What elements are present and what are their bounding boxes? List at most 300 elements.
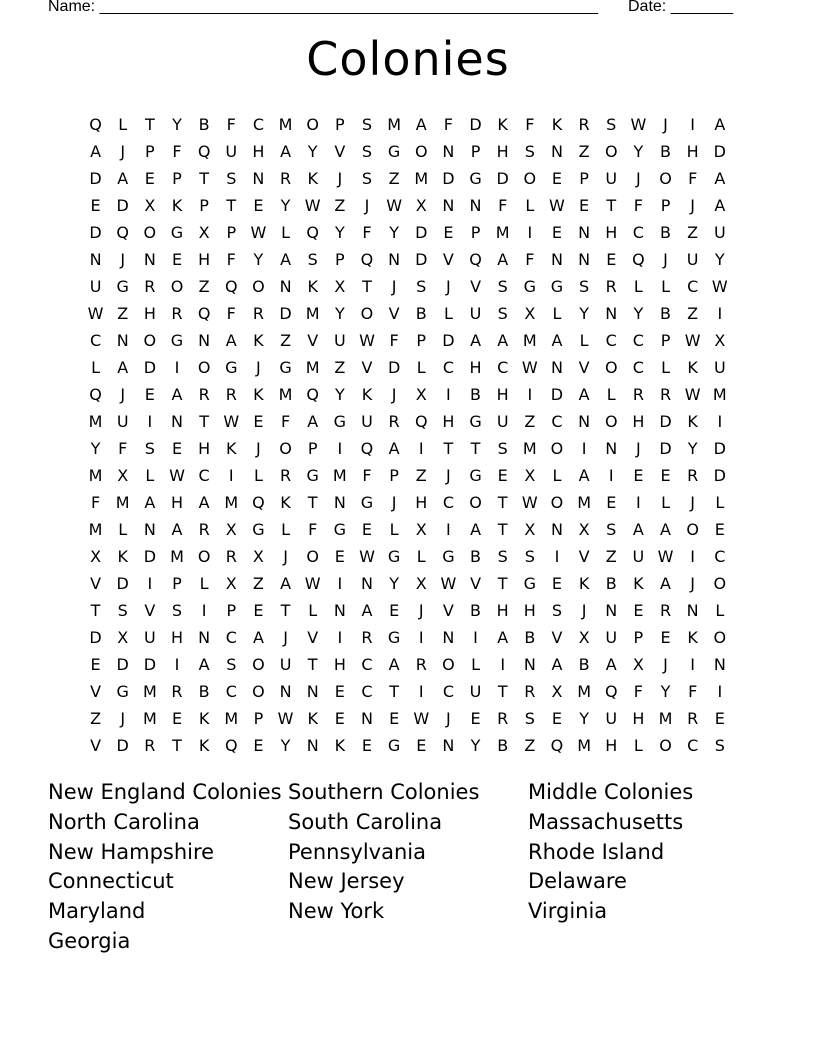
grid-letter[interactable]: I bbox=[337, 628, 343, 647]
grid-letter[interactable]: Y bbox=[389, 574, 399, 593]
grid-letter[interactable]: P bbox=[335, 115, 345, 134]
grid-letter[interactable]: D bbox=[279, 304, 292, 323]
grid-letter[interactable]: I bbox=[418, 682, 424, 701]
grid-letter[interactable]: A bbox=[714, 115, 726, 134]
grid-letter[interactable]: Q bbox=[306, 223, 319, 242]
grid-letter[interactable]: D bbox=[496, 169, 509, 188]
grid-letter[interactable]: N bbox=[279, 682, 292, 701]
grid-letter[interactable]: G bbox=[360, 493, 374, 512]
grid-letter[interactable]: O bbox=[143, 223, 157, 242]
grid-letter[interactable]: B bbox=[660, 142, 672, 161]
grid-letter[interactable]: F bbox=[362, 223, 372, 242]
grid-letter[interactable]: A bbox=[307, 412, 319, 431]
grid-letter[interactable]: S bbox=[361, 169, 373, 188]
grid-letter[interactable]: G bbox=[442, 547, 455, 566]
grid-letter[interactable]: I bbox=[228, 466, 234, 485]
grid-letter[interactable]: M bbox=[495, 223, 510, 242]
grid-letter[interactable]: C bbox=[442, 682, 454, 701]
grid-letter[interactable]: N bbox=[198, 628, 211, 647]
grid-letter[interactable]: O bbox=[279, 439, 292, 458]
grid-letter[interactable]: A bbox=[415, 115, 427, 134]
grid-letter[interactable]: N bbox=[306, 736, 319, 755]
grid-letter[interactable]: V bbox=[361, 358, 373, 377]
grid-letter[interactable]: L bbox=[661, 493, 670, 512]
grid-letter[interactable]: I bbox=[446, 520, 451, 539]
grid-letter[interactable]: R bbox=[361, 628, 373, 647]
grid-letter[interactable]: V bbox=[470, 277, 482, 296]
grid-letter[interactable]: X bbox=[578, 520, 590, 539]
grid-letter[interactable]: F bbox=[90, 493, 101, 512]
grid-letter[interactable]: M bbox=[387, 115, 402, 134]
grid-letter[interactable]: S bbox=[416, 277, 427, 296]
grid-letter[interactable]: Y bbox=[579, 304, 589, 323]
grid-letter[interactable]: R bbox=[279, 466, 292, 485]
grid-letter[interactable]: P bbox=[199, 196, 209, 215]
grid-letter[interactable]: E bbox=[90, 655, 101, 674]
grid-letter[interactable]: S bbox=[361, 115, 373, 134]
grid-letter[interactable]: I bbox=[608, 466, 614, 485]
grid-letter[interactable]: Y bbox=[579, 709, 589, 728]
grid-letter[interactable]: P bbox=[660, 196, 671, 215]
grid-letter[interactable]: U bbox=[605, 709, 618, 728]
grid-letter[interactable]: B bbox=[524, 628, 536, 647]
grid-letter[interactable]: E bbox=[497, 466, 508, 485]
grid-letter[interactable]: N bbox=[143, 520, 156, 539]
grid-letter[interactable]: P bbox=[579, 169, 589, 188]
grid-letter[interactable]: M bbox=[142, 709, 157, 728]
grid-letter[interactable]: L bbox=[633, 277, 643, 296]
grid-letter[interactable]: Z bbox=[605, 547, 617, 566]
grid-letter[interactable]: O bbox=[252, 682, 265, 701]
grid-letter[interactable]: L bbox=[715, 601, 725, 620]
grid-letter[interactable]: Y bbox=[660, 682, 671, 701]
grid-letter[interactable]: G bbox=[523, 277, 537, 296]
grid-letter[interactable]: P bbox=[660, 331, 671, 350]
grid-letter[interactable]: H bbox=[632, 709, 645, 728]
grid-letter[interactable]: M bbox=[522, 439, 537, 458]
grid-letter[interactable]: E bbox=[171, 709, 183, 728]
grid-letter[interactable]: H bbox=[333, 655, 346, 674]
grid-letter[interactable]: J bbox=[391, 277, 397, 296]
grid-letter[interactable]: K bbox=[198, 736, 210, 755]
grid-letter[interactable]: J bbox=[418, 601, 424, 620]
grid-letter[interactable]: A bbox=[280, 142, 292, 161]
grid-letter[interactable]: N bbox=[306, 682, 319, 701]
grid-letter[interactable]: M bbox=[142, 682, 157, 701]
grid-letter[interactable]: L bbox=[606, 385, 616, 404]
grid-letter[interactable]: N bbox=[360, 574, 373, 593]
grid-letter[interactable]: R bbox=[198, 385, 210, 404]
grid-letter[interactable]: B bbox=[198, 115, 210, 134]
grid-letter[interactable]: E bbox=[144, 385, 155, 404]
grid-letter[interactable]: A bbox=[551, 331, 563, 350]
grid-letter[interactable]: Q bbox=[197, 304, 211, 323]
grid-letter[interactable]: E bbox=[334, 682, 345, 701]
grid-letter[interactable]: B bbox=[470, 385, 482, 404]
grid-letter[interactable]: K bbox=[633, 574, 644, 593]
grid-letter[interactable]: E bbox=[389, 601, 400, 620]
grid-letter[interactable]: Y bbox=[90, 439, 101, 458]
grid-letter[interactable]: G bbox=[279, 358, 292, 377]
grid-letter[interactable]: O bbox=[170, 277, 184, 296]
grid-letter[interactable]: H bbox=[170, 628, 183, 647]
grid-letter[interactable]: U bbox=[361, 412, 373, 431]
grid-letter[interactable]: A bbox=[280, 574, 292, 593]
grid-letter[interactable]: N bbox=[279, 277, 292, 296]
grid-letter[interactable]: S bbox=[606, 115, 617, 134]
grid-letter[interactable]: K bbox=[253, 385, 264, 404]
grid-letter[interactable]: R bbox=[659, 601, 672, 620]
grid-letter[interactable]: M bbox=[658, 709, 673, 728]
grid-letter[interactable]: I bbox=[527, 223, 533, 242]
grid-letter[interactable]: B bbox=[660, 223, 672, 242]
grid-letter[interactable]: G bbox=[116, 277, 129, 296]
grid-letter[interactable]: T bbox=[497, 682, 508, 701]
grid-letter[interactable]: L bbox=[552, 304, 562, 323]
grid-letter[interactable]: O bbox=[197, 358, 211, 377]
grid-letter[interactable]: E bbox=[443, 223, 454, 242]
grid-letter[interactable]: G bbox=[469, 169, 482, 188]
grid-letter[interactable]: K bbox=[334, 736, 346, 755]
grid-letter[interactable]: M bbox=[577, 493, 591, 512]
grid-letter[interactable]: O bbox=[713, 574, 727, 593]
grid-letter[interactable]: A bbox=[144, 493, 156, 512]
grid-letter[interactable]: J bbox=[636, 169, 641, 188]
grid-letter[interactable]: O bbox=[550, 439, 564, 458]
grid-letter[interactable]: N bbox=[333, 493, 346, 512]
grid-letter[interactable]: C bbox=[632, 358, 644, 377]
grid-letter[interactable]: E bbox=[551, 709, 563, 728]
grid-letter[interactable]: T bbox=[443, 439, 454, 458]
grid-letter[interactable]: K bbox=[551, 115, 563, 134]
grid-letter[interactable]: Z bbox=[687, 304, 699, 323]
grid-letter[interactable]: N bbox=[686, 601, 699, 620]
grid-letter[interactable]: Y bbox=[334, 304, 345, 323]
grid-letter[interactable]: F bbox=[280, 412, 291, 431]
grid-letter[interactable]: A bbox=[605, 655, 617, 674]
grid-letter[interactable]: N bbox=[252, 169, 265, 188]
grid-letter[interactable]: Z bbox=[388, 169, 400, 188]
grid-letter[interactable]: A bbox=[632, 520, 644, 539]
grid-letter[interactable]: C bbox=[442, 493, 454, 512]
grid-letter[interactable]: J bbox=[337, 169, 343, 188]
grid-letter[interactable]: F bbox=[633, 196, 643, 215]
grid-letter[interactable]: G bbox=[550, 277, 564, 296]
grid-letter[interactable]: O bbox=[306, 115, 319, 134]
grid-letter[interactable]: R bbox=[497, 709, 509, 728]
grid-letter[interactable]: X bbox=[90, 547, 102, 566]
grid-letter[interactable]: A bbox=[280, 250, 292, 269]
grid-letter[interactable]: J bbox=[690, 196, 696, 215]
grid-letter[interactable]: F bbox=[525, 250, 535, 269]
grid-letter[interactable]: R bbox=[171, 682, 183, 701]
grid-letter[interactable]: P bbox=[172, 169, 182, 188]
grid-letter[interactable]: T bbox=[199, 169, 210, 188]
grid-letter[interactable]: Z bbox=[334, 196, 346, 215]
grid-letter[interactable]: U bbox=[469, 682, 482, 701]
grid-letter[interactable]: K bbox=[226, 439, 237, 458]
grid-letter[interactable]: E bbox=[171, 250, 183, 269]
grid-letter[interactable]: M bbox=[88, 466, 103, 485]
grid-letter[interactable]: G bbox=[333, 412, 347, 431]
grid-letter[interactable]: U bbox=[279, 655, 292, 674]
grid-letter[interactable]: I bbox=[636, 493, 641, 512]
grid-letter[interactable]: K bbox=[687, 628, 698, 647]
grid-letter[interactable]: O bbox=[550, 493, 564, 512]
grid-letter[interactable]: V bbox=[442, 601, 454, 620]
grid-letter[interactable]: A bbox=[361, 601, 373, 620]
grid-letter[interactable]: A bbox=[388, 439, 400, 458]
grid-letter[interactable]: E bbox=[171, 439, 183, 458]
grid-letter[interactable]: H bbox=[442, 412, 455, 431]
grid-letter[interactable]: O bbox=[469, 493, 482, 512]
grid-letter[interactable]: U bbox=[713, 223, 726, 242]
grid-letter[interactable]: A bbox=[90, 142, 102, 161]
grid-letter[interactable]: L bbox=[416, 358, 426, 377]
grid-letter[interactable]: G bbox=[333, 520, 347, 539]
grid-letter[interactable]: A bbox=[198, 493, 210, 512]
grid-letter[interactable]: P bbox=[335, 250, 345, 269]
grid-letter[interactable]: S bbox=[497, 277, 508, 296]
grid-letter[interactable]: F bbox=[389, 331, 399, 350]
grid-letter[interactable]: E bbox=[90, 196, 101, 215]
grid-letter[interactable]: W bbox=[250, 223, 267, 242]
grid-letter[interactable]: V bbox=[442, 250, 454, 269]
grid-letter[interactable]: L bbox=[525, 196, 535, 215]
grid-letter[interactable]: M bbox=[305, 358, 320, 377]
grid-letter[interactable]: E bbox=[551, 169, 563, 188]
grid-letter[interactable]: L bbox=[416, 547, 426, 566]
grid-letter[interactable]: R bbox=[659, 385, 672, 404]
grid-letter[interactable]: N bbox=[442, 142, 455, 161]
grid-letter[interactable]: T bbox=[606, 196, 617, 215]
grid-letter[interactable]: Y bbox=[470, 736, 481, 755]
grid-letter[interactable]: G bbox=[387, 142, 401, 161]
grid-letter[interactable]: N bbox=[469, 196, 482, 215]
grid-letter[interactable]: T bbox=[497, 574, 508, 593]
grid-letter[interactable]: C bbox=[198, 466, 210, 485]
grid-letter[interactable]: C bbox=[89, 331, 102, 350]
grid-letter[interactable]: N bbox=[143, 250, 156, 269]
grid-letter[interactable]: Q bbox=[197, 142, 211, 161]
grid-letter[interactable]: E bbox=[714, 709, 725, 728]
grid-letter[interactable]: L bbox=[579, 331, 589, 350]
grid-letter[interactable]: H bbox=[170, 493, 183, 512]
grid-letter[interactable]: K bbox=[687, 358, 698, 377]
grid-letter[interactable]: J bbox=[283, 547, 288, 566]
grid-letter[interactable]: H bbox=[632, 412, 645, 431]
grid-letter[interactable]: W bbox=[304, 196, 321, 215]
grid-letter[interactable]: H bbox=[198, 250, 211, 269]
grid-letter[interactable]: G bbox=[387, 547, 401, 566]
grid-letter[interactable]: A bbox=[198, 655, 210, 674]
grid-letter[interactable]: P bbox=[633, 628, 644, 647]
grid-letter[interactable]: A bbox=[225, 331, 237, 350]
grid-letter[interactable]: F bbox=[525, 115, 535, 134]
grid-letter[interactable]: J bbox=[120, 385, 126, 404]
grid-letter[interactable]: Z bbox=[198, 277, 210, 296]
grid-letter[interactable]: E bbox=[606, 250, 617, 269]
grid-letter[interactable]: S bbox=[226, 169, 237, 188]
grid-letter[interactable]: P bbox=[389, 466, 399, 485]
grid-letter[interactable]: E bbox=[551, 223, 563, 242]
grid-letter[interactable]: W bbox=[413, 709, 430, 728]
grid-letter[interactable]: Q bbox=[550, 736, 564, 755]
grid-letter[interactable]: Y bbox=[334, 223, 345, 242]
grid-letter[interactable]: I bbox=[147, 574, 153, 593]
grid-letter[interactable]: C bbox=[632, 223, 644, 242]
grid-letter[interactable]: O bbox=[414, 142, 428, 161]
grid-letter[interactable]: V bbox=[388, 304, 400, 323]
grid-letter[interactable]: R bbox=[687, 466, 699, 485]
grid-letter[interactable]: N bbox=[550, 142, 563, 161]
grid-letter[interactable]: Z bbox=[415, 466, 427, 485]
grid-letter[interactable]: J bbox=[663, 250, 668, 269]
grid-letter[interactable]: X bbox=[524, 520, 536, 539]
grid-letter[interactable]: U bbox=[632, 547, 645, 566]
grid-letter[interactable]: S bbox=[579, 277, 590, 296]
grid-letter[interactable]: M bbox=[522, 331, 537, 350]
grid-letter[interactable]: E bbox=[253, 412, 264, 431]
grid-letter[interactable]: Q bbox=[224, 277, 238, 296]
grid-letter[interactable]: E bbox=[361, 736, 373, 755]
grid-letter[interactable]: S bbox=[524, 709, 535, 728]
grid-letter[interactable]: K bbox=[497, 115, 508, 134]
grid-letter[interactable]: O bbox=[659, 736, 672, 755]
grid-letter[interactable]: O bbox=[143, 331, 157, 350]
grid-letter[interactable]: S bbox=[606, 520, 617, 539]
grid-letter[interactable]: A bbox=[660, 520, 671, 539]
grid-letter[interactable]: L bbox=[308, 601, 318, 620]
grid-letter[interactable]: C bbox=[632, 331, 644, 350]
grid-letter[interactable]: W bbox=[657, 547, 674, 566]
grid-letter[interactable]: E bbox=[253, 196, 264, 215]
grid-letter[interactable]: J bbox=[446, 466, 451, 485]
grid-letter[interactable]: I bbox=[201, 601, 207, 620]
grid-letter[interactable]: Q bbox=[224, 736, 238, 755]
grid-letter[interactable]: T bbox=[226, 196, 237, 215]
grid-letter[interactable]: U bbox=[333, 331, 346, 350]
grid-letter[interactable]: K bbox=[687, 412, 698, 431]
grid-letter[interactable]: V bbox=[144, 601, 156, 620]
grid-letter[interactable]: I bbox=[446, 385, 451, 404]
grid-letter[interactable]: U bbox=[116, 412, 129, 431]
grid-letter[interactable]: D bbox=[442, 169, 455, 188]
grid-letter[interactable]: S bbox=[226, 655, 237, 674]
grid-letter[interactable]: M bbox=[577, 682, 591, 701]
grid-letter[interactable]: O bbox=[659, 169, 672, 188]
grid-letter[interactable]: R bbox=[198, 520, 210, 539]
grid-letter[interactable]: S bbox=[144, 439, 155, 458]
grid-letter[interactable]: L bbox=[281, 520, 291, 539]
grid-letter[interactable]: W bbox=[386, 196, 403, 215]
grid-letter[interactable]: H bbox=[496, 385, 509, 404]
grid-letter[interactable]: D bbox=[415, 223, 428, 242]
grid-letter[interactable]: L bbox=[281, 223, 291, 242]
grid-letter[interactable]: S bbox=[497, 304, 508, 323]
grid-letter[interactable]: L bbox=[253, 466, 263, 485]
grid-letter[interactable]: F bbox=[226, 304, 236, 323]
grid-letter[interactable]: T bbox=[362, 277, 372, 296]
grid-letter[interactable]: I bbox=[690, 547, 696, 566]
grid-letter[interactable]: J bbox=[690, 493, 696, 512]
grid-letter[interactable]: F bbox=[443, 115, 453, 134]
grid-letter[interactable]: S bbox=[714, 736, 725, 755]
grid-letter[interactable]: O bbox=[360, 304, 374, 323]
grid-letter[interactable]: M bbox=[414, 169, 429, 188]
grid-letter[interactable]: A bbox=[171, 520, 183, 539]
grid-letter[interactable]: E bbox=[253, 601, 264, 620]
grid-letter[interactable]: V bbox=[90, 682, 102, 701]
grid-letter[interactable]: R bbox=[171, 304, 183, 323]
grid-letter[interactable]: E bbox=[416, 736, 427, 755]
grid-letter[interactable]: A bbox=[388, 655, 400, 674]
grid-letter[interactable]: M bbox=[577, 736, 591, 755]
grid-letter[interactable]: R bbox=[279, 169, 292, 188]
grid-letter[interactable]: A bbox=[551, 655, 563, 674]
grid-letter[interactable]: K bbox=[171, 196, 183, 215]
grid-letter[interactable]: S bbox=[551, 601, 563, 620]
grid-letter[interactable]: L bbox=[661, 358, 670, 377]
grid-letter[interactable]: A bbox=[497, 250, 509, 269]
grid-letter[interactable]: J bbox=[391, 385, 397, 404]
grid-letter[interactable]: D bbox=[713, 466, 726, 485]
grid-letter[interactable]: F bbox=[226, 250, 236, 269]
grid-letter[interactable]: L bbox=[715, 493, 725, 512]
grid-letter[interactable]: R bbox=[144, 736, 156, 755]
grid-letter[interactable]: S bbox=[117, 601, 128, 620]
grid-letter[interactable]: E bbox=[361, 520, 373, 539]
grid-letter[interactable]: A bbox=[171, 385, 183, 404]
grid-letter[interactable]: O bbox=[252, 277, 265, 296]
grid-letter[interactable]: J bbox=[391, 493, 397, 512]
grid-letter[interactable]: A bbox=[252, 628, 264, 647]
grid-letter[interactable]: N bbox=[198, 331, 211, 350]
grid-letter[interactable]: Y bbox=[714, 250, 725, 269]
grid-letter[interactable]: A bbox=[117, 358, 129, 377]
grid-letter[interactable]: H bbox=[415, 493, 428, 512]
grid-letter[interactable]: K bbox=[307, 709, 318, 728]
grid-letter[interactable]: D bbox=[89, 628, 102, 647]
grid-letter[interactable]: X bbox=[144, 196, 156, 215]
grid-letter[interactable]: D bbox=[116, 655, 129, 674]
grid-letter[interactable]: Z bbox=[687, 223, 699, 242]
grid-letter[interactable]: K bbox=[198, 709, 210, 728]
grid-letter[interactable]: M bbox=[278, 385, 293, 404]
grid-letter[interactable]: V bbox=[470, 574, 482, 593]
grid-letter[interactable]: E bbox=[470, 709, 481, 728]
grid-letter[interactable]: P bbox=[226, 223, 237, 242]
grid-letter[interactable]: X bbox=[225, 520, 237, 539]
grid-letter[interactable]: Y bbox=[687, 439, 698, 458]
grid-letter[interactable]: J bbox=[446, 277, 451, 296]
grid-letter[interactable]: T bbox=[172, 736, 182, 755]
grid-letter[interactable]: N bbox=[333, 601, 346, 620]
grid-letter[interactable]: O bbox=[604, 142, 618, 161]
grid-letter[interactable]: X bbox=[524, 304, 536, 323]
grid-letter[interactable]: W bbox=[630, 115, 647, 134]
grid-letter[interactable]: M bbox=[170, 547, 184, 566]
grid-letter[interactable]: D bbox=[116, 736, 129, 755]
grid-letter[interactable]: Q bbox=[360, 439, 374, 458]
grid-letter[interactable]: W bbox=[359, 547, 375, 566]
grid-letter[interactable]: M bbox=[88, 412, 103, 431]
grid-letter[interactable]: Q bbox=[89, 115, 102, 134]
grid-letter[interactable]: R bbox=[252, 304, 264, 323]
grid-letter[interactable]: B bbox=[660, 304, 672, 323]
grid-letter[interactable]: I bbox=[337, 439, 343, 458]
grid-letter[interactable]: W bbox=[684, 331, 701, 350]
